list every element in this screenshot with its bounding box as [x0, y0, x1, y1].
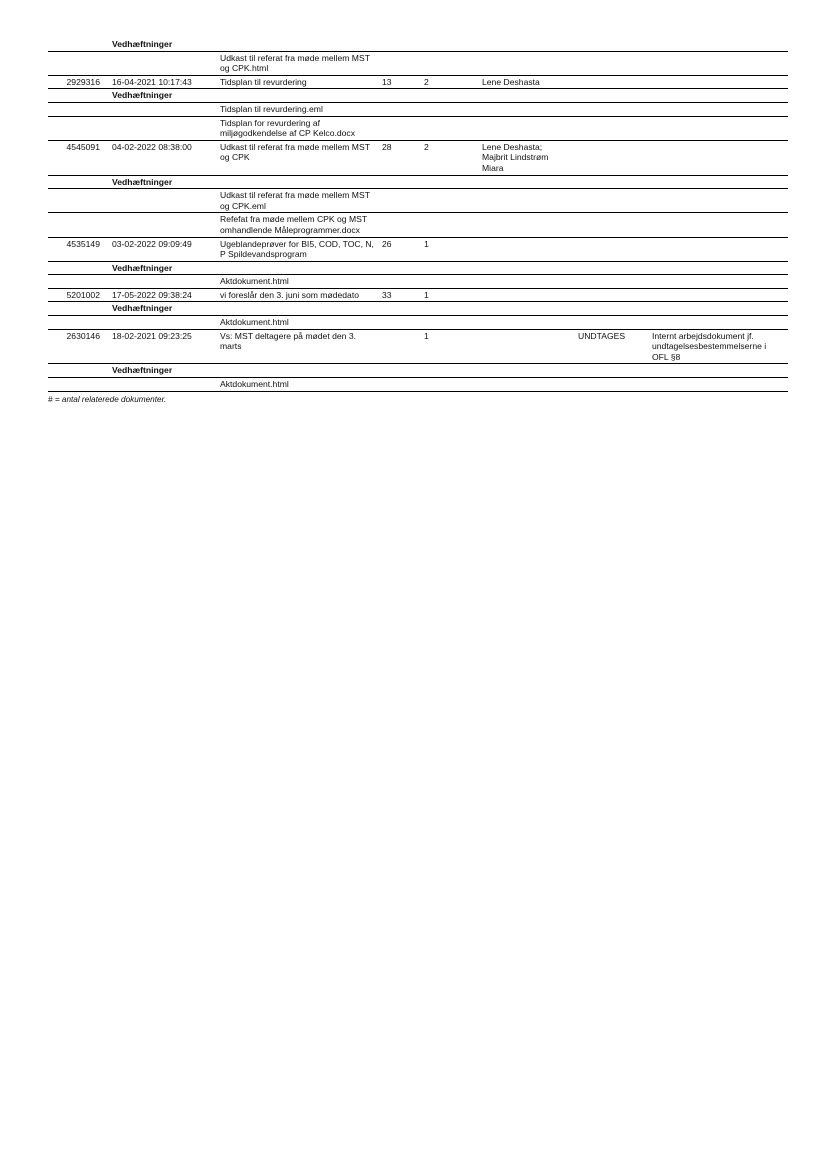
record-row [48, 140, 788, 175]
blank-cell [378, 102, 788, 116]
record-title: vi foreslår den 3. juni som mødedato [216, 288, 378, 302]
blank-cell [48, 89, 108, 103]
attachment-row [48, 378, 788, 392]
record-party [478, 329, 574, 364]
blank-cell [378, 275, 788, 289]
attachments-label: Vedhæftninger [108, 175, 788, 189]
record-col-a: 13 [378, 75, 420, 89]
blank-cell [48, 261, 108, 275]
blank-cell [108, 213, 216, 237]
attachments-header-row [48, 175, 788, 189]
record-col-b: 1 [420, 237, 478, 261]
record-id: 4545091 [48, 140, 108, 175]
record-row [48, 329, 788, 364]
record-col-a: 28 [378, 140, 420, 175]
blank-cell [108, 316, 216, 330]
blank-cell [48, 116, 108, 140]
record-status [574, 288, 648, 302]
record-title: Udkast til referat fra møde mellem MST og CPK [216, 140, 378, 175]
record-id: 4535149 [48, 237, 108, 261]
record-party: Lene Deshasta [478, 75, 574, 89]
record-status [574, 140, 648, 175]
blank-cell [378, 378, 788, 392]
record-row [48, 288, 788, 302]
attachment-filename: Aktdokument.html [216, 275, 378, 289]
records-table [48, 38, 788, 392]
attachments-header-row [48, 38, 788, 51]
blank-cell [48, 38, 108, 51]
attachment-row [48, 51, 788, 75]
blank-cell [378, 51, 788, 75]
record-row [48, 237, 788, 261]
record-party: Lene Deshasta; Majbrit Lindstrøm Miara [478, 140, 574, 175]
attachments-label: Vedhæftninger [108, 261, 788, 275]
attachment-filename: Refefat fra møde mellem CPK og MST omhandlende Måleprogrammer.docx [216, 213, 378, 237]
blank-cell [108, 102, 216, 116]
blank-cell [48, 175, 108, 189]
blank-cell [48, 275, 108, 289]
blank-cell [378, 116, 788, 140]
legend-note: # = antal relaterede dokumenter. [48, 394, 167, 404]
attachment-filename: Tidsplan til revurdering.eml [216, 102, 378, 116]
record-row [48, 75, 788, 89]
record-col-b: 1 [420, 329, 478, 364]
record-title: Tidsplan til revurdering [216, 75, 378, 89]
record-id: 5201002 [48, 288, 108, 302]
attachments-header-row [48, 302, 788, 316]
record-date: 18-02-2021 09:23:25 [108, 329, 216, 364]
blank-cell [48, 316, 108, 330]
attachments-label: Vedhæftninger [108, 302, 788, 316]
blank-cell [378, 189, 788, 213]
record-date: 04-02-2022 08:38:00 [108, 140, 216, 175]
record-note [648, 237, 788, 261]
attachments-header-row [48, 364, 788, 378]
record-party [478, 237, 574, 261]
attachment-filename: Udkast til referat fra møde mellem MST og CPK.eml [216, 189, 378, 213]
attachment-row [48, 213, 788, 237]
blank-cell [108, 51, 216, 75]
blank-cell [48, 213, 108, 237]
record-note: Internt arbejdsdokument jf. undtagelsesbestemmelserne i OFL §8 [648, 329, 788, 364]
blank-cell [48, 364, 108, 378]
blank-cell [108, 116, 216, 140]
record-col-b: 2 [420, 140, 478, 175]
blank-cell [108, 378, 216, 392]
record-col-a: 26 [378, 237, 420, 261]
record-note [648, 288, 788, 302]
record-title: Vs: MST deltagere på mødet den 3. marts [216, 329, 378, 364]
attachment-filename: Tidsplan for revurdering af miljøgodkendelse af CP Kelco.docx [216, 116, 378, 140]
document-page [48, 38, 788, 405]
attachment-filename: Udkast til referat fra møde mellem MST og CPK.html [216, 51, 378, 75]
attachment-row [48, 116, 788, 140]
records-body [48, 38, 788, 391]
attachments-header-row [48, 89, 788, 103]
blank-cell [48, 189, 108, 213]
record-status [574, 237, 648, 261]
attachments-header-row [48, 261, 788, 275]
blank-cell [378, 316, 788, 330]
record-id: 2929316 [48, 75, 108, 89]
attachment-row [48, 316, 788, 330]
record-col-a [378, 329, 420, 364]
blank-cell [378, 213, 788, 237]
attachment-filename: Aktdokument.html [216, 378, 378, 392]
blank-cell [48, 378, 108, 392]
blank-cell [48, 302, 108, 316]
attachments-label: Vedhæftninger [108, 89, 788, 103]
blank-cell [108, 189, 216, 213]
record-title: Ugeblandeprøver for BI5, COD, TOC, N, P Spildevandsprogram [216, 237, 378, 261]
record-date: 03-02-2022 09:09:49 [108, 237, 216, 261]
attachment-row [48, 102, 788, 116]
record-col-b: 1 [420, 288, 478, 302]
record-note [648, 75, 788, 89]
record-date: 16-04-2021 10:17:43 [108, 75, 216, 89]
attachments-label: Vedhæftninger [108, 364, 788, 378]
record-note [648, 140, 788, 175]
record-party [478, 288, 574, 302]
record-status [574, 75, 648, 89]
record-col-b: 2 [420, 75, 478, 89]
attachment-row [48, 189, 788, 213]
blank-cell [48, 51, 108, 75]
attachment-row [48, 275, 788, 289]
record-id: 2630146 [48, 329, 108, 364]
blank-cell [48, 102, 108, 116]
blank-cell [108, 275, 216, 289]
attachment-filename: Aktdokument.html [216, 316, 378, 330]
record-status: UNDTAGES [574, 329, 648, 364]
record-date: 17-05-2022 09:38:24 [108, 288, 216, 302]
attachments-label: Vedhæftninger [108, 38, 788, 51]
record-col-a: 33 [378, 288, 420, 302]
